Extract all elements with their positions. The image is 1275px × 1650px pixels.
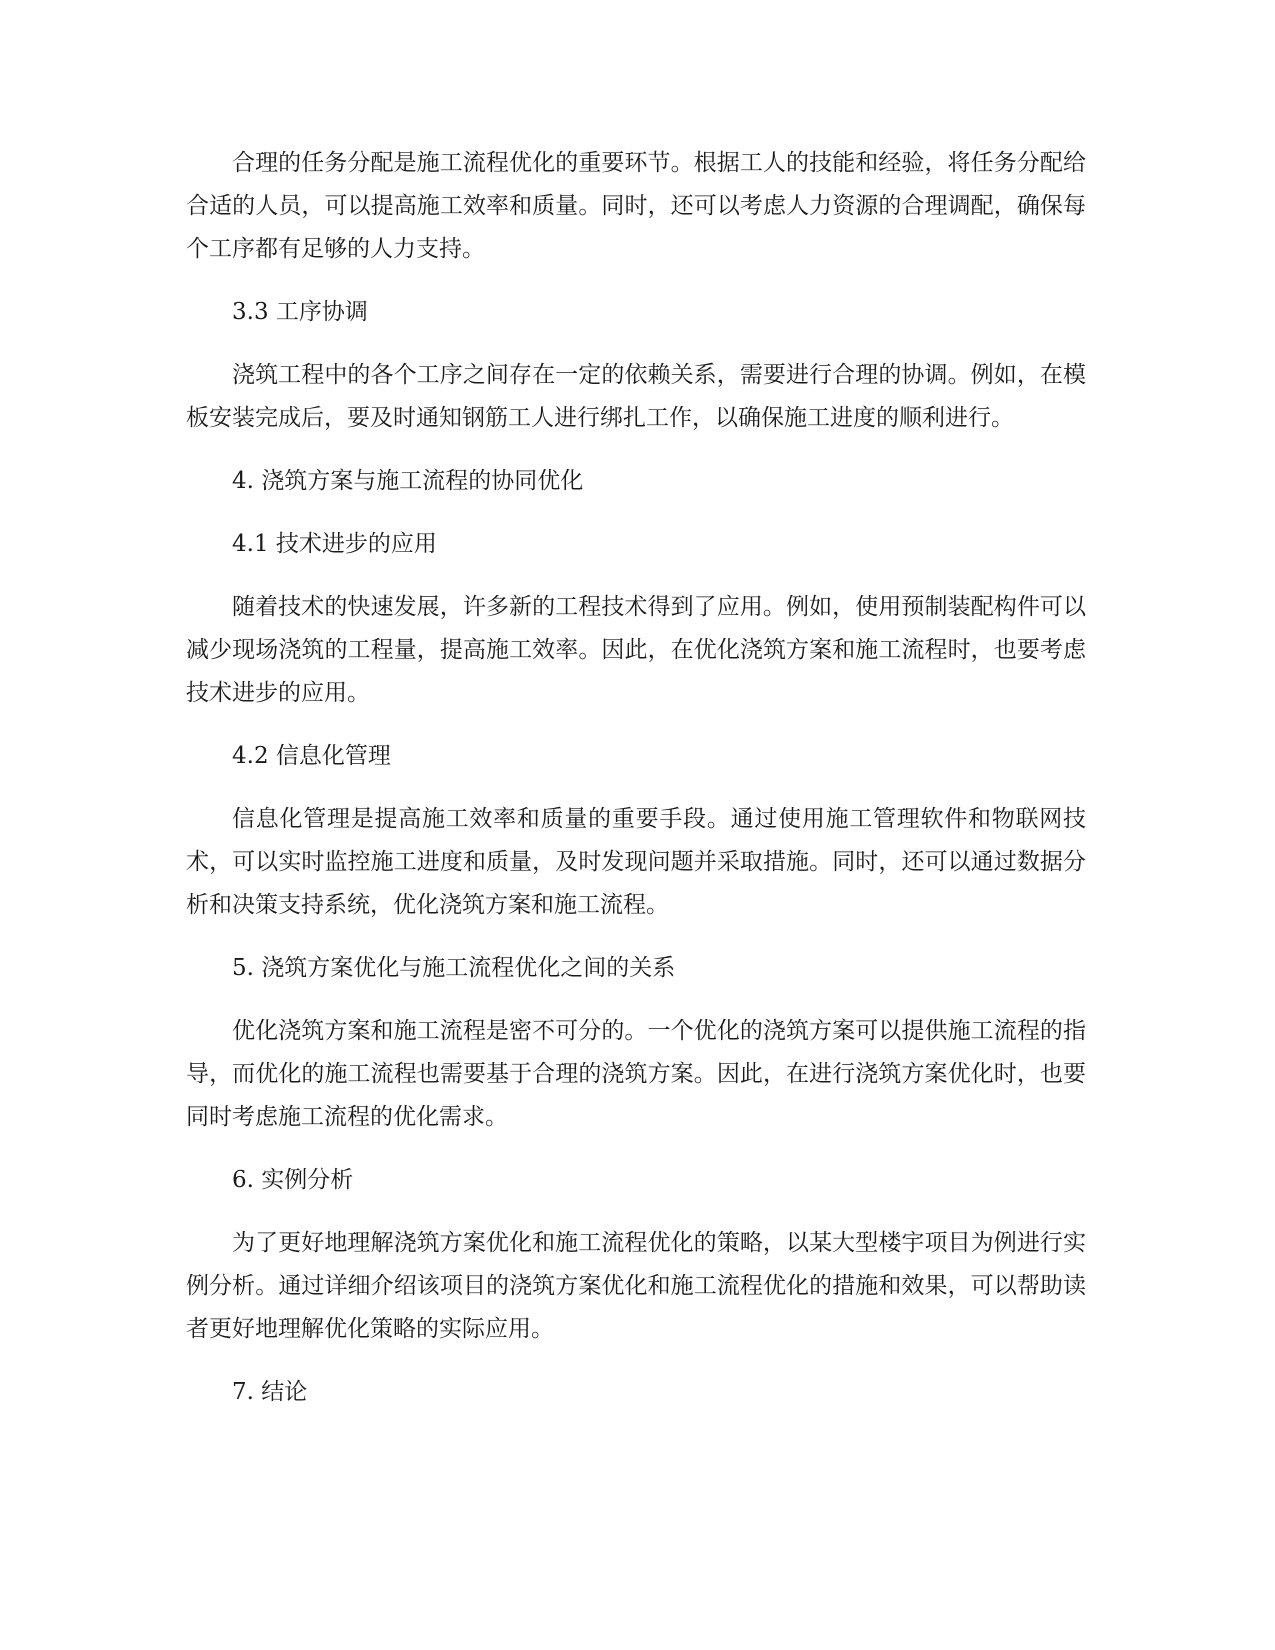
section-heading-7: 7. 结论 [232, 1379, 308, 1405]
paragraph-relationship: 优化浇筑方案和施工流程是密不可分的。一个优化的浇筑方案可以提供施工流程的指导，而优化的施工流程也需要基于合理的浇筑方案。因此，在进行浇筑方案优化时，也要同时考虑施工流程的优化需求。 [186, 1018, 1086, 1130]
paragraph-process-coordination: 浇筑工程中的各个工序之间存在一定的依赖关系，需要进行合理的协调。例如，在模板安装完成后，要及时通知钢筋工人进行绑扎工作，以确保施工进度的顺利进行。 [186, 362, 1086, 431]
paragraph-task-allocation: 合理的任务分配是施工流程优化的重要环节。根据工人的技能和经验，将任务分配给合适的人员，可以提高施工效率和质量。同时，还可以考虑人力资源的合理调配，确保每个工序都有足够的人力支持。 [186, 150, 1086, 262]
section-heading-4: 4. 浇筑方案与施工流程的协同优化 [232, 468, 584, 494]
section-heading-4-1: 4.1 技术进步的应用 [232, 531, 437, 557]
section-heading-4-2: 4.2 信息化管理 [232, 743, 391, 769]
section-heading-5: 5. 浇筑方案优化与施工流程优化之间的关系 [232, 955, 676, 981]
paragraph-case-analysis: 为了更好地理解浇筑方案优化和施工流程优化的策略，以某大型楼宇项目为例进行实例分析。通过详细介绍该项目的浇筑方案优化和施工流程优化的措施和效果，可以帮助读者更好地理解优化策略的实际应用。 [186, 1230, 1086, 1342]
section-heading-6: 6. 实例分析 [232, 1167, 354, 1193]
section-heading-3-3: 3.3 工序协调 [232, 299, 368, 325]
document-body [186, 142, 1086, 1434]
paragraph-information-management: 信息化管理是提高施工效率和质量的重要手段。通过使用施工管理软件和物联网技术，可以实时监控施工进度和质量，及时发现问题并采取措施。同时，还可以通过数据分析和决策支持系统，优化浇筑方案和施工流程。 [186, 806, 1086, 918]
paragraph-technology-progress: 随着技术的快速发展，许多新的工程技术得到了应用。例如，使用预制装配构件可以减少现场浇筑的工程量，提高施工效率。因此，在优化浇筑方案和施工流程时，也要考虑技术进步的应用。 [186, 594, 1086, 706]
